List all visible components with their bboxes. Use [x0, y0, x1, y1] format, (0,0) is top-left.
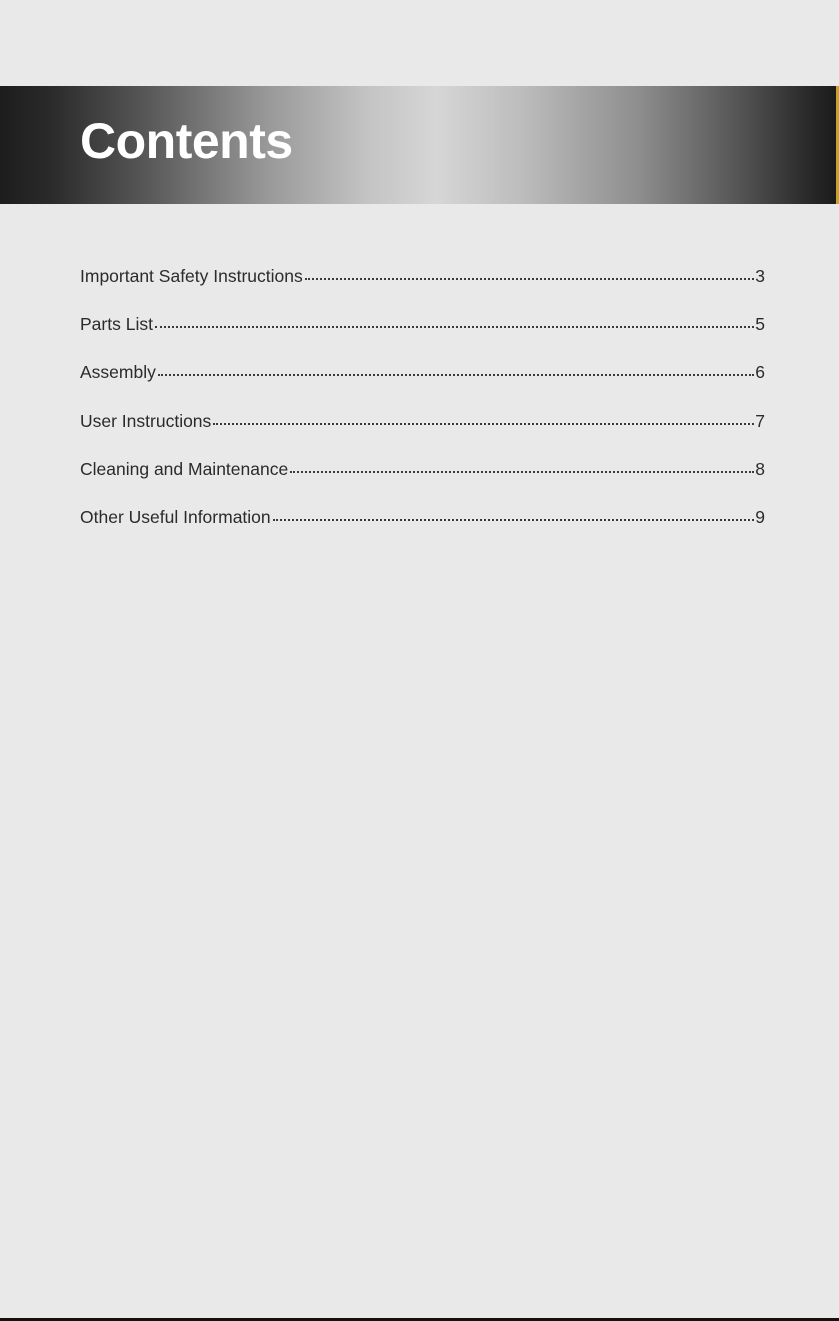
- toc-entry-label: Assembly: [80, 362, 156, 383]
- page-title: Contents: [80, 113, 293, 169]
- toc-page-number: 9: [755, 506, 765, 527]
- dot-leader: [273, 519, 755, 521]
- toc-page-number: 8: [755, 458, 765, 479]
- toc-entry-other-information[interactable]: [80, 507, 765, 555]
- toc-entry-assembly[interactable]: [80, 362, 765, 410]
- table-of-contents: [80, 266, 765, 555]
- toc-entry-label: Other Useful Information: [80, 506, 271, 527]
- header-banner: [0, 86, 839, 204]
- toc-entry-label: Important Safety Instructions: [80, 266, 303, 286]
- toc-entry-label: User Instructions: [80, 410, 212, 431]
- dot-leader: [213, 423, 754, 425]
- toc-page-number: 6: [755, 362, 765, 383]
- toc-page-number: 3: [755, 266, 765, 286]
- toc-page-number: 7: [755, 410, 765, 431]
- toc-entry-user-instructions[interactable]: [80, 411, 765, 459]
- dot-leader: [155, 326, 754, 328]
- toc-entry-label: Parts List: [80, 314, 153, 335]
- dot-leader: [290, 471, 754, 473]
- dot-leader: [158, 374, 754, 376]
- toc-entry-cleaning-maintenance[interactable]: [80, 459, 765, 507]
- toc-page-number: 5: [755, 314, 765, 335]
- toc-entry-parts-list[interactable]: [80, 314, 765, 362]
- toc-entry-label: Cleaning and Maintenance: [80, 458, 289, 479]
- dot-leader: [305, 278, 755, 280]
- toc-entry-safety-instructions[interactable]: [80, 266, 765, 314]
